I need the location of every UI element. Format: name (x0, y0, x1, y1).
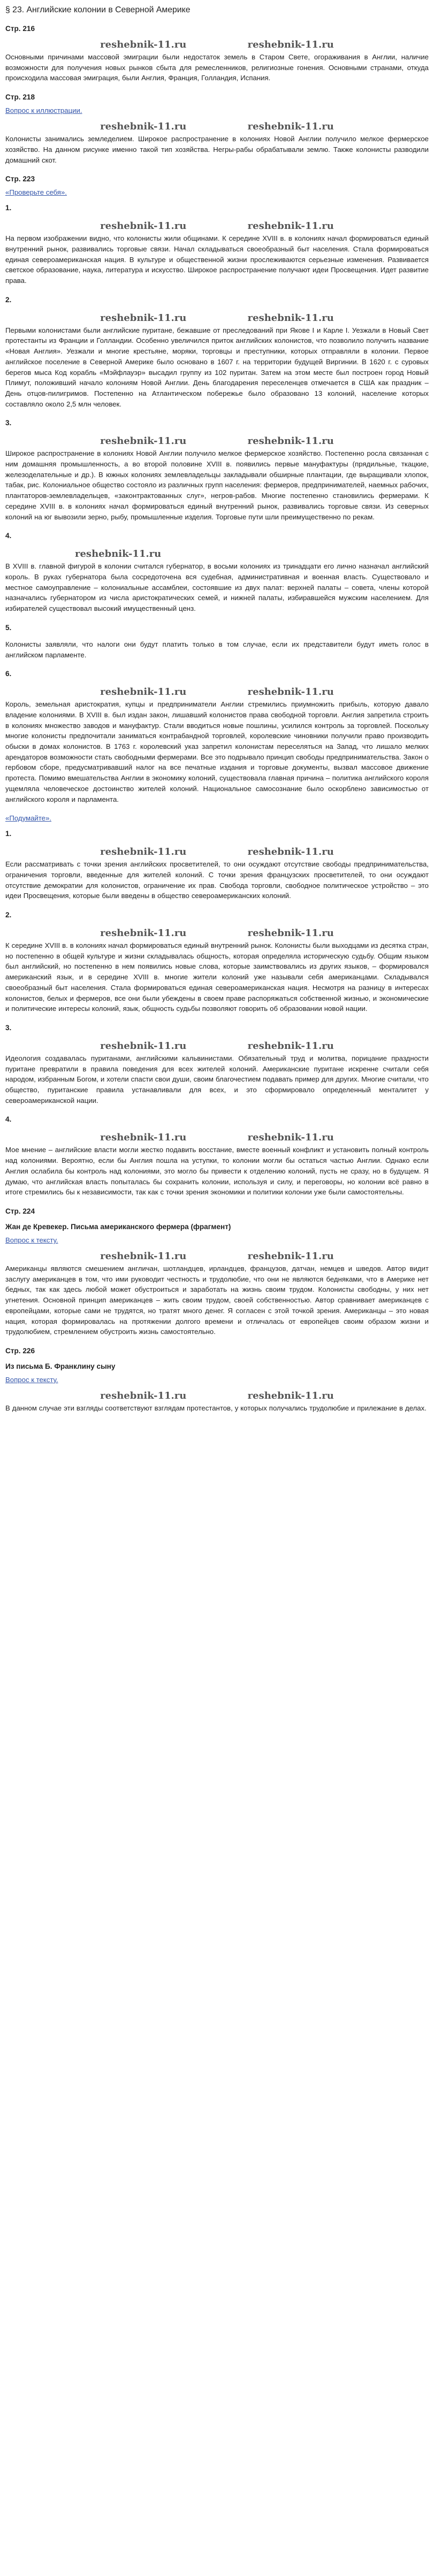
watermark-row (5, 1249, 429, 1263)
watermark: reshebnik-11.ru (100, 312, 187, 324)
watermark-row (5, 219, 429, 233)
answer-218: Колонисты занимались земледелием. Широкое распространение в колониях Новой Англии получило мелкое фермерское хозяйство. На данном рисунке именно такой тип хозяйства. Негры-рабы обрабатывали землю. Также колонисты разводили домашний скот. (5, 135, 429, 164)
watermark-row (5, 1039, 429, 1053)
watermark: reshebnik-11.ru (100, 121, 187, 133)
illustration-question-link[interactable]: Вопрос к иллюстрации. (5, 106, 82, 115)
answer-216: Основными причинами массовой эмиграции были недостаток земель в Старом Свете, огораживания в Англии, наличие возможности для получения новых рынков сбыта для ремесленников, религиозные гонения. Основными странами, откуда происходила массовая эмиграция, были Англия, Франция, Голландия, Испания. (5, 53, 429, 82)
watermark-row (5, 311, 429, 325)
watermark-row (5, 1131, 429, 1145)
watermark: reshebnik-11.ru (100, 846, 187, 858)
section-header-224: Стр. 224 (5, 1207, 35, 1215)
item-number: 2. (5, 295, 12, 304)
watermark: reshebnik-11.ru (100, 435, 187, 447)
answer-item: К середине XVIII в. в колониях начал формироваться единый внутренний рынок. Колонисты были выходцами из десятка стран, но постепенно в общей культуре и жизни складывалась общность, которая определяла историческую судьбу. Общим языком был английский, но постепенно в нем появились новые слова, которые заимствовались из других языков, – формировался американский язык, и в середине XVIII в. многие жители колоний уже называли себя американцами. Складывался своеобразный быт населения. Стала формироваться единая североамериканская нация. Несмотря на разницу в интересах колонистов, белых и фермеров, все они были убеждены в своем праве распоряжаться собственной жизнью, и экономические и политические интересы колоний, язык, общность судьбы позволяют говорить об образовании новой нации. (5, 941, 429, 1013)
watermark: reshebnik-11.ru (247, 39, 334, 50)
watermark: reshebnik-11.ru (247, 312, 334, 324)
watermark: reshebnik-11.ru (247, 1040, 334, 1052)
item-number: 6. (5, 670, 12, 678)
watermark: reshebnik-11.ru (75, 548, 162, 560)
watermark-row (5, 1389, 429, 1403)
answer-item: В XVIII в. главной фигурой в колонии считался губернатор, в восьми колониях из тринадцати его лично назначал английский король. В руках губернатора была сосредоточена вся судебная, административная и военная власть. Существовало и местное самоуправление – колониальные ассамблеи, состоявшие из двух палат: верхней палаты – совета, члены которой назначались губернатором из числа аристократических семей, и нижней палаты, избиравшейся мужским населением. Для избирателей существовал высокий имущественный ценз. (5, 562, 429, 613)
section-header-223: Стр. 223 (5, 175, 35, 183)
answer-item: Первыми колонистами были английские пуритане, бежавшие от преследований при Якове I и Карле I. Уезжали в Новый Свет протестанты из Франции и Голландии. Особенно увеличился приток английских колонистов, что позволило получить название «Новая Англия». Уезжали и многие крестьяне, моряки, торговцы и преступники, которых отправляли в колонии. Первое английское поселение в Северной Америке было основано в 1607 г. на территории будущей Виргинии. В 1620 г. с суровых берегов мыса Код корабль «Мэйфлауэр» высадил группу из 102 пуритан. Затем на этом месте был построен город Новый Плимут, положивший начало колониям Новой Англии. День благодарения переселенцев отмечается в США как праздник – День отцов-пилигримов. Постепенно на Атлантическом побережье было образовано 13 колоний, население которых составляло около 2,5 млн человек. (5, 326, 429, 408)
page-title: § 23. Английские колонии в Северной Америке (5, 5, 191, 14)
watermark: reshebnik-11.ru (100, 927, 187, 939)
answer-item: Король, земельная аристократия, купцы и предприниматели Англии стремились приумножить прибыль, которую давало владение колониями. В XVIII в. был издан закон, лишавший колонистов права свободной торговли. Англия запретила строить в колониях множество заводов и мануфактур. Стали вводиться новые пошлины, усилился контроль за торговлей. Поскольку многие колонисты предпочитали заниматься контрабандной торговлей, королевские чиновники получили право производить обыски в домах колонистов. В 1763 г. королевский указ запретил колонистам переселяться на Запад, что лишало мелких арендаторов возможности стать свободными фермерами. Все это подрывало принцип свободы предпринимательства. Закон о гербовом сборе, предусматривавший налог на все печатные издания и торговые документы, вызвал массовое движение протеста. Помимо вмешательства Англии в экономику колоний, существовала главная причина – политика английского короля ущемляла человеческое достоинство жителей колоний. Национальное самосознание было оскорблено зависимостью от английского короля и парламента. (5, 700, 429, 803)
item-number: 1. (5, 204, 12, 212)
watermark-row (5, 845, 429, 859)
answer-item: Мое мнение – английские власти могли жестко подавить восстание, вместе военный конфликт и установить полный контроль над колониями. Вероятно, если бы Англия пошла на уступки, то колонии могли бы остаться частью Англии. Однако если Англия ослабила бы контроль над колониями, это могло бы привести к отделению колоний, пусть не сразу, но в будущем. Я думаю, что английская власть попыталась бы сохранить колонии, используя и силу, и переговоры, но колонии всё равно в итоге стремились бы к независимости, так как с точки зрения экономики и политики колонии уже были самостоятельны. (5, 1146, 429, 1197)
answer-226: В данном случае эти взгляды соответствуют взглядам протестантов, у которых получались трудолюбие и прилежание в делах. (5, 1404, 427, 1412)
watermark: reshebnik-11.ru (247, 846, 334, 858)
watermark: reshebnik-11.ru (100, 1040, 187, 1052)
watermark-row (5, 926, 429, 940)
watermark: reshebnik-11.ru (247, 927, 334, 939)
section-header-226: Стр. 226 (5, 1346, 35, 1355)
item-number: 3. (5, 419, 12, 427)
page (5, 5, 429, 1414)
answer-item: На первом изображении видно, что колонисты жили общинами. К середине XVIII в. в колониях начал формироваться единый внутренний рынок, развивались торговые связи. Начал складываться своеобразный быт населения. Стала формироваться единая североамериканская нация. В культуре и общественной жизни прослеживаются серьезные изменения. Развивается светское образование, наука, литература и искусство. Широкое распространение получают идеи Просвещения. Идет развитие права. (5, 234, 429, 285)
item-number: 4. (5, 532, 12, 540)
answer-224: Американцы являются смешением англичан, шотландцев, ирландцев, французов, датчан, немцев и шведов. Автор видит заслугу американцев в том, что ими руководит честность и трудолюбие, что они не являются бедняками, что в Америке нет бедных, так как здесь любой может обустроиться и заработать на жизнь своим трудом. Колонисты свободны, у них нет угнетения. Основной принцип американцев – жить своим трудом, своей собственностью. Автор сравнивает американцев с европейцами, которые сами не трудятся, но тратят много денег. Я согласен с этой точкой зрения. Американцы – это новая нация, которая формировалась на протяжении долгого времени и отличалась от европейцев своим образом жизни и трудолюбием, стремлением обустроить жизнь самостоятельно. (5, 1264, 429, 1336)
watermark: reshebnik-11.ru (100, 1251, 187, 1262)
watermark: reshebnik-11.ru (247, 686, 334, 698)
document-title: Жан де Кревекер. Письма американского фермера (фрагмент) (5, 1223, 231, 1231)
answer-item: Широкое распространение в колониях Новой Англии получило мелкое фермерское хозяйство. Постепенно росла связанная с ним домашняя промышленность, а во второй половине XVIII в. появились первые мануфактуры (прядильные, ткацкие, железоделательные и др.). В южных колониях землевладельцы закладывали обширные плантации, где выращивали хлопок, табак, рис. Колониальное общество состояло из различных групп населения: фермеров, предпринимателей, наемных рабочих, плантаторов-землевладельцев, «законтрактованных слуг», негров-рабов. Многие постепенно становились фермерами. К середине XVIII в. в колониях начал формироваться единый внутренний рынок, развивались торговые связи. Из северных колоний на юг вывозили зерно, рыбу, промышленные изделия. Торговые пути шли преимущественно по рекам. (5, 449, 429, 521)
watermark: reshebnik-11.ru (247, 1390, 334, 1401)
watermark: reshebnik-11.ru (100, 39, 187, 50)
answer-item: Если рассматривать с точки зрения английских просветителей, то они осуждают отсутствие свободы предпринимательства, ограничения торговли, введенные для жителей колоний. С точки зрения французских просветителей, то они осуждают отсутствие демократии для колонистов, ограничение их прав. Свобода торговли, свободное политическое устройство – это идеи Просвещения, которые были введены в общество североамериканских колоний. (5, 860, 429, 900)
section-header-216: Стр. 216 (5, 25, 35, 33)
watermark: reshebnik-11.ru (247, 1251, 334, 1262)
watermark: reshebnik-11.ru (247, 220, 334, 232)
document-title: Из письма Б. Франклину сыну (5, 1362, 116, 1370)
watermark-row (5, 120, 429, 134)
item-number: 5. (5, 623, 12, 632)
watermark: reshebnik-11.ru (247, 121, 334, 133)
item-number: 1. (5, 830, 12, 838)
item-number: 2. (5, 911, 12, 919)
watermark: reshebnik-11.ru (247, 435, 334, 447)
watermark: reshebnik-11.ru (100, 686, 187, 698)
answer-item: Колонисты заявляли, что налоги они будут платить только в том случае, если их представители будут иметь голос в английском парламенте. (5, 640, 429, 659)
watermark: reshebnik-11.ru (100, 1390, 187, 1401)
text-question-link[interactable]: Вопрос к тексту. (5, 1236, 58, 1244)
watermark: reshebnik-11.ru (247, 1132, 334, 1144)
check-yourself-link[interactable]: «Проверьте себя». (5, 188, 67, 197)
text-question-link[interactable]: Вопрос к тексту. (5, 1375, 58, 1384)
watermark-row (5, 38, 429, 52)
think-link[interactable]: «Подумайте». (5, 814, 51, 823)
item-number: 4. (5, 1115, 12, 1124)
section-header-218: Стр. 218 (5, 93, 35, 102)
watermark: reshebnik-11.ru (100, 220, 187, 232)
watermark-row (5, 434, 429, 448)
answer-item: Идеология создавалась пуританами, английскими кальвинистами. Обязательный труд и молитва, порицание праздности пуритане превратили в правила поведения для всех жителей колоний. Американские пуритане искренне считали себя народом, избранным Богом, и хотели спасти свои души, своим благочестием подавать пример для других. Многие считали, что общество, пуританские правила устанавливали для всех, и это сформировало определенный менталитет у североамериканской нации. (5, 1054, 429, 1105)
watermark: reshebnik-11.ru (100, 1132, 187, 1144)
watermark-row (5, 685, 429, 699)
item-number: 3. (5, 1023, 12, 1032)
